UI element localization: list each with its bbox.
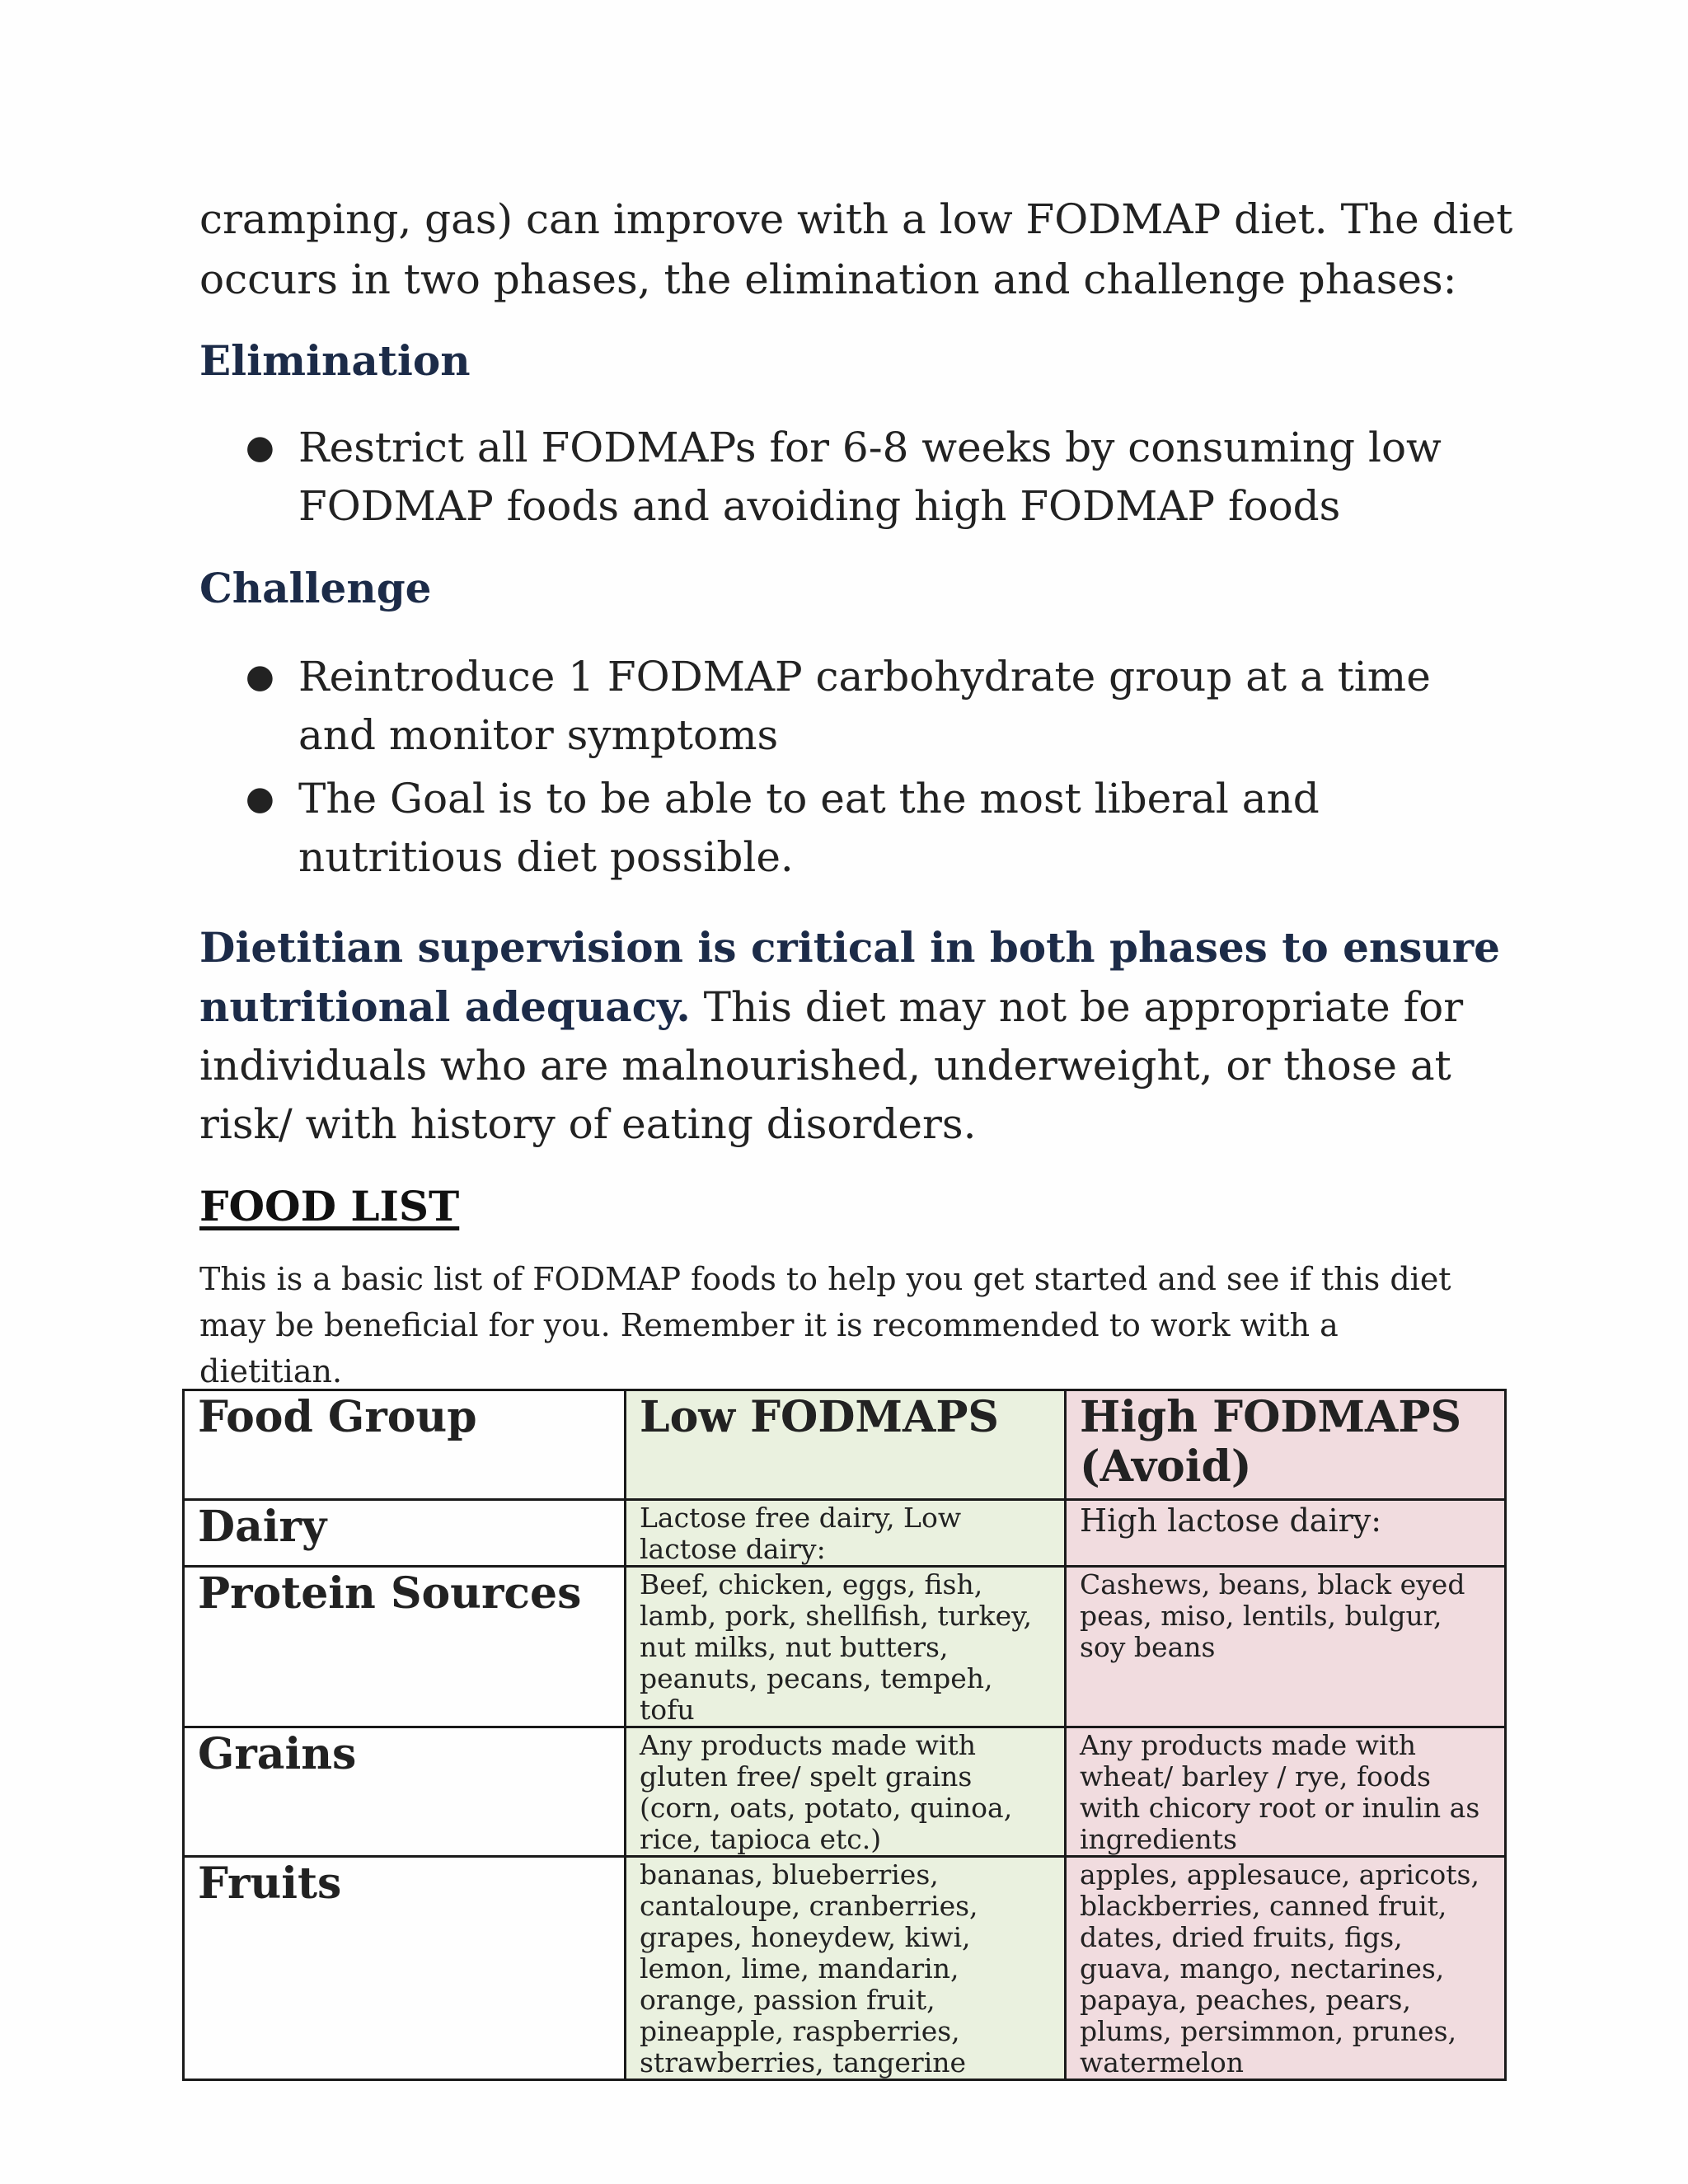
- table-row: [184, 1727, 1506, 1857]
- low-cell: Beef, chicken, eggs, fish, lamb, pork, shellfish, turkey, nut milks, nut butters, peanuts, pecans, tempeh, tofu: [626, 1567, 1066, 1727]
- elimination-list: [199, 419, 1518, 536]
- fodmap-table: [182, 1389, 1507, 2081]
- group-cell: Protein Sources: [184, 1567, 626, 1727]
- elimination-heading: Elimination: [199, 336, 471, 385]
- low-cell: Any products made with gluten free/ spelt grains (corn, oats, potato, quinoa, rice, tapioca etc.): [626, 1727, 1066, 1857]
- group-cell: Fruits: [184, 1857, 626, 2080]
- food-list-heading: FOOD LIST: [199, 1182, 460, 1230]
- list-item: [199, 648, 1518, 765]
- header-high-fodmaps: High FODMAPS (Avoid): [1066, 1390, 1506, 1500]
- supervision-emphasis: Dietitian supervision is critical in both phases to ensure nutritional adequacy.: [199, 923, 1500, 1031]
- food-list-intro: This is a basic list of FODMAP foods to help you get started and see if this diet may be beneficial for you. Remember it is recommended to work with a dietitian.: [199, 1261, 1451, 1390]
- document-page: [199, 190, 1518, 1394]
- bullet-icon: ●: [246, 780, 274, 818]
- list-item: [199, 419, 1518, 536]
- table-row: [184, 1567, 1506, 1727]
- list-item-text: Restrict all FODMAPs for 6-8 weeks by consuming low FODMAP foods and avoiding high FODMAP foods: [298, 424, 1442, 530]
- table-header-row: [184, 1390, 1506, 1500]
- supervision-text: This diet may not be appropriate for individuals who are malnourished, underweight, or those at risk/ with history of eating disorders.: [199, 983, 1464, 1148]
- low-cell: Lactose free dairy, Low lactose dairy:: [626, 1500, 1066, 1567]
- high-cell: Any products made with wheat/ barley / rye, foods with chicory root or inulin as ingredients: [1066, 1727, 1506, 1857]
- group-cell: Grains: [184, 1727, 626, 1857]
- list-item: [199, 770, 1518, 887]
- challenge-list: [199, 648, 1518, 887]
- list-item-text: Reintroduce 1 FODMAP carbohydrate group at a time and monitor symptoms: [298, 653, 1431, 759]
- table-row: [184, 1857, 1506, 2080]
- intro-paragraph: [199, 190, 1518, 310]
- table-row: [184, 1500, 1506, 1567]
- high-cell: apples, applesauce, apricots, blackberries, canned fruit, dates, dried fruits, figs, guava, mango, nectarines, papaya, peaches, pears, plums, persimmon, prunes, watermelon: [1066, 1857, 1506, 2080]
- low-cell: bananas, blueberries, cantaloupe, cranberries, grapes, honeydew, kiwi, lemon, lime, mandarin, orange, passion fruit, pineapple, raspberries, strawberries, tangerine: [626, 1857, 1066, 2080]
- intro-line-1: cramping, gas) can improve with a low FODMAP diet. The diet: [199, 195, 1513, 243]
- high-cell: High lactose dairy:: [1066, 1500, 1506, 1567]
- bullet-icon: ●: [246, 429, 274, 466]
- challenge-heading: Challenge: [199, 564, 432, 612]
- intro-line-2: occurs in two phases, the elimination and challenge phases:: [199, 255, 1457, 303]
- supervision-warning: [199, 918, 1518, 1154]
- high-cell: Cashews, beans, black eyed peas, miso, lentils, bulgur, soy beans: [1066, 1567, 1506, 1727]
- group-cell: Dairy: [184, 1500, 626, 1567]
- header-food-group: Food Group: [184, 1390, 626, 1500]
- header-low-fodmaps: Low FODMAPS: [626, 1390, 1066, 1500]
- list-item-text: The Goal is to be able to eat the most liberal and nutritious diet possible.: [298, 775, 1320, 881]
- bullet-icon: ●: [246, 658, 274, 696]
